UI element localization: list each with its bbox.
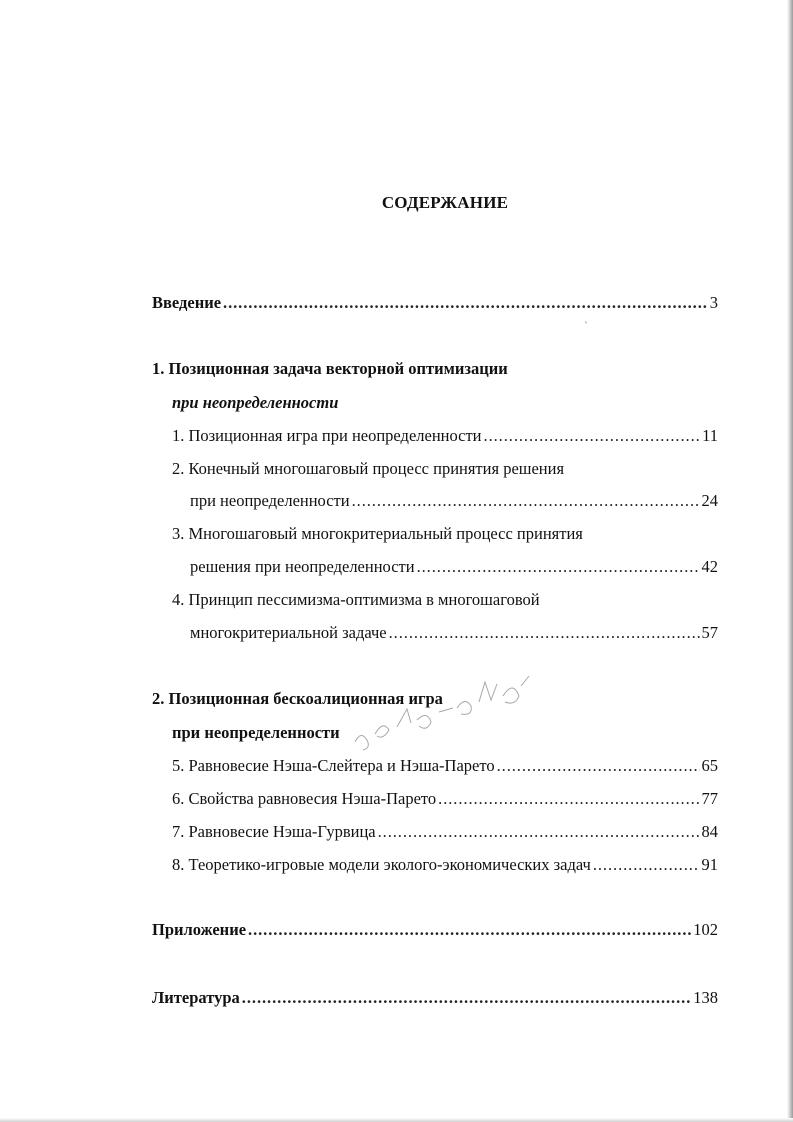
toc-label: Введение <box>152 293 222 312</box>
toc-label: многокритериальной задаче <box>190 623 387 642</box>
toc-label: 8. Теоретико-игровые модели эколого-экономических задач <box>172 855 591 874</box>
toc-entry-5[interactable] <box>172 754 718 778</box>
dot-leader <box>248 918 691 942</box>
toc-entry-2-line1[interactable]: 2. Конечный многошаговый процесс принятия решения <box>172 459 565 478</box>
toc-label: 1. Позиционная игра при неопределенности <box>172 426 482 445</box>
dot-leader <box>484 424 701 448</box>
dot-leader <box>438 787 699 811</box>
dot-leader <box>417 555 700 579</box>
toc-label: 5. Равновесие Нэша-Слейтера и Нэша-Парето <box>172 756 495 775</box>
toc-label: Приложение <box>152 920 247 939</box>
dot-leader <box>242 986 691 1010</box>
toc-entry-1[interactable] <box>172 424 718 448</box>
toc-entry-intro[interactable] <box>152 291 718 315</box>
toc-entry-4[interactable] <box>190 621 718 645</box>
dot-leader <box>497 754 700 778</box>
toc-entry-4-line1[interactable]: 4. Принцип пессимизма-оптимизма в многошаговой <box>172 590 540 609</box>
chapter-1-title[interactable]: 1. Позиционная задача векторной оптимизации <box>152 359 508 378</box>
toc-page-number: 42 <box>701 557 718 576</box>
toc-entry-2[interactable] <box>190 489 718 513</box>
toc-page-number: 11 <box>702 426 718 445</box>
dot-leader <box>593 853 700 877</box>
toc-page-number: 84 <box>701 822 718 841</box>
toc-page-number: 57 <box>701 623 718 642</box>
toc-page-number: 3 <box>709 293 718 312</box>
pencil-mark-icon <box>345 672 545 762</box>
toc-page-number: 102 <box>693 920 718 939</box>
toc-entry-8[interactable] <box>172 853 718 877</box>
dot-leader <box>223 291 708 315</box>
toc-page-number: 77 <box>701 789 718 808</box>
toc-label: 6. Свойства равновесия Нэша-Парето <box>172 789 437 808</box>
toc-entry-3-line1[interactable]: 3. Многошаговый многокритериальный процесс принятия <box>172 524 583 543</box>
toc-entry-appendix[interactable] <box>152 918 718 942</box>
toc-page-number: 65 <box>701 756 718 775</box>
dot-leader <box>389 621 700 645</box>
page-title: СОДЕРЖАНИЕ <box>381 193 509 212</box>
toc-entry-6[interactable] <box>172 787 718 811</box>
toc-label: Литература <box>152 988 240 1007</box>
chapter-2-subtitle: при неопределенности <box>172 723 340 742</box>
toc-page-number: 91 <box>701 855 718 874</box>
toc-entry-3[interactable] <box>190 555 718 579</box>
chapter-1-subtitle: при неопределенности <box>172 393 339 412</box>
toc-page-number: 138 <box>693 988 718 1007</box>
toc-label: решения при неопределенности <box>190 557 415 576</box>
toc-label: при неопределенности <box>190 491 350 510</box>
chapter-2-title[interactable]: 2. Позиционная бескоалиционная игра <box>152 689 443 708</box>
dot-leader <box>352 489 700 513</box>
toc-entry-literature[interactable] <box>152 986 718 1010</box>
toc-label: 7. Равновесие Нэша-Гурвица <box>172 822 376 841</box>
scan-speck: ՝ <box>584 322 588 333</box>
scan-edge-bottom <box>0 1118 793 1122</box>
toc-page-number: 24 <box>701 491 718 510</box>
scan-edge-right <box>787 0 793 1122</box>
toc-entry-7[interactable] <box>172 820 718 844</box>
dot-leader <box>378 820 700 844</box>
